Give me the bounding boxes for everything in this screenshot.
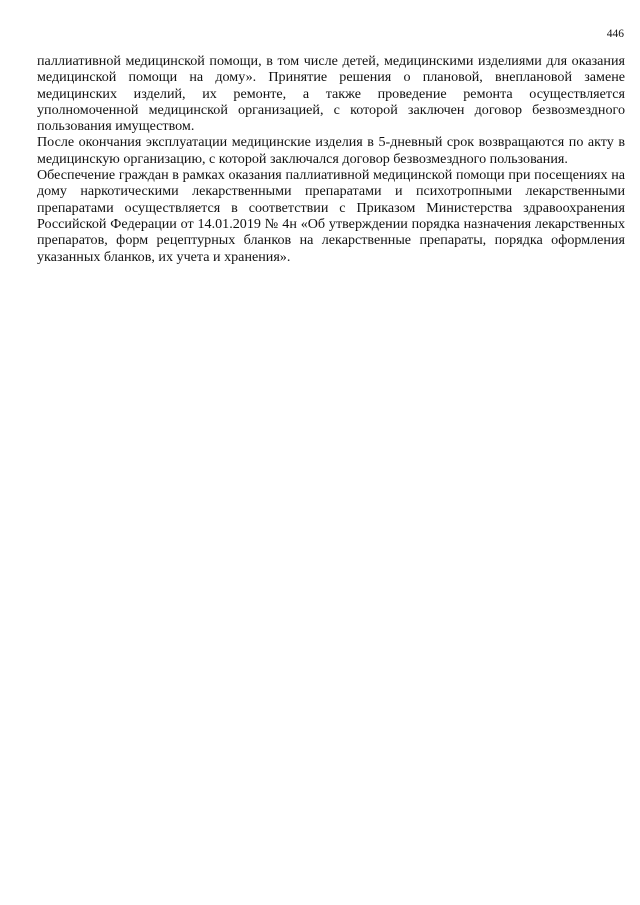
document-body [37, 53, 625, 265]
page-number: 446 [606, 28, 624, 40]
paragraph-medical-devices-replacement: паллиативной медицинской помощи, в том числе детей, медицинскими изделиями для оказания медицинской помощи на дому». Принятие решения о плановой, внеплановой замене медицинских изделий, их ремонте, а также проведение ремонта осуществляется уполномоченной медицинской организацией, с которой заключен договор безвозмездного пользования имуществом. [37, 53, 625, 135]
paragraph-devices-return: После окончания эксплуатации медицинские изделия в 5-дневный срок возвращаются по акту в медицинскую организацию, с которой заключался договор безвозмездного пользования. [37, 134, 625, 167]
paragraph-narcotic-drugs-provision: Обеспечение граждан в рамках оказания паллиативной медицинской помощи при посещениях на дому наркотическими лекарственными препаратами и психотропными лекарственными препаратами осуществляется в соответствии с Приказом Министерства здравоохранения Российской Федерации от 14.01.2019 № 4н «Об утверждении порядка назначения лекарственных препаратов, форм рецептурных бланков на лекарственные препараты, порядка оформления указанных бланков, их учета и хранения». [37, 167, 625, 265]
